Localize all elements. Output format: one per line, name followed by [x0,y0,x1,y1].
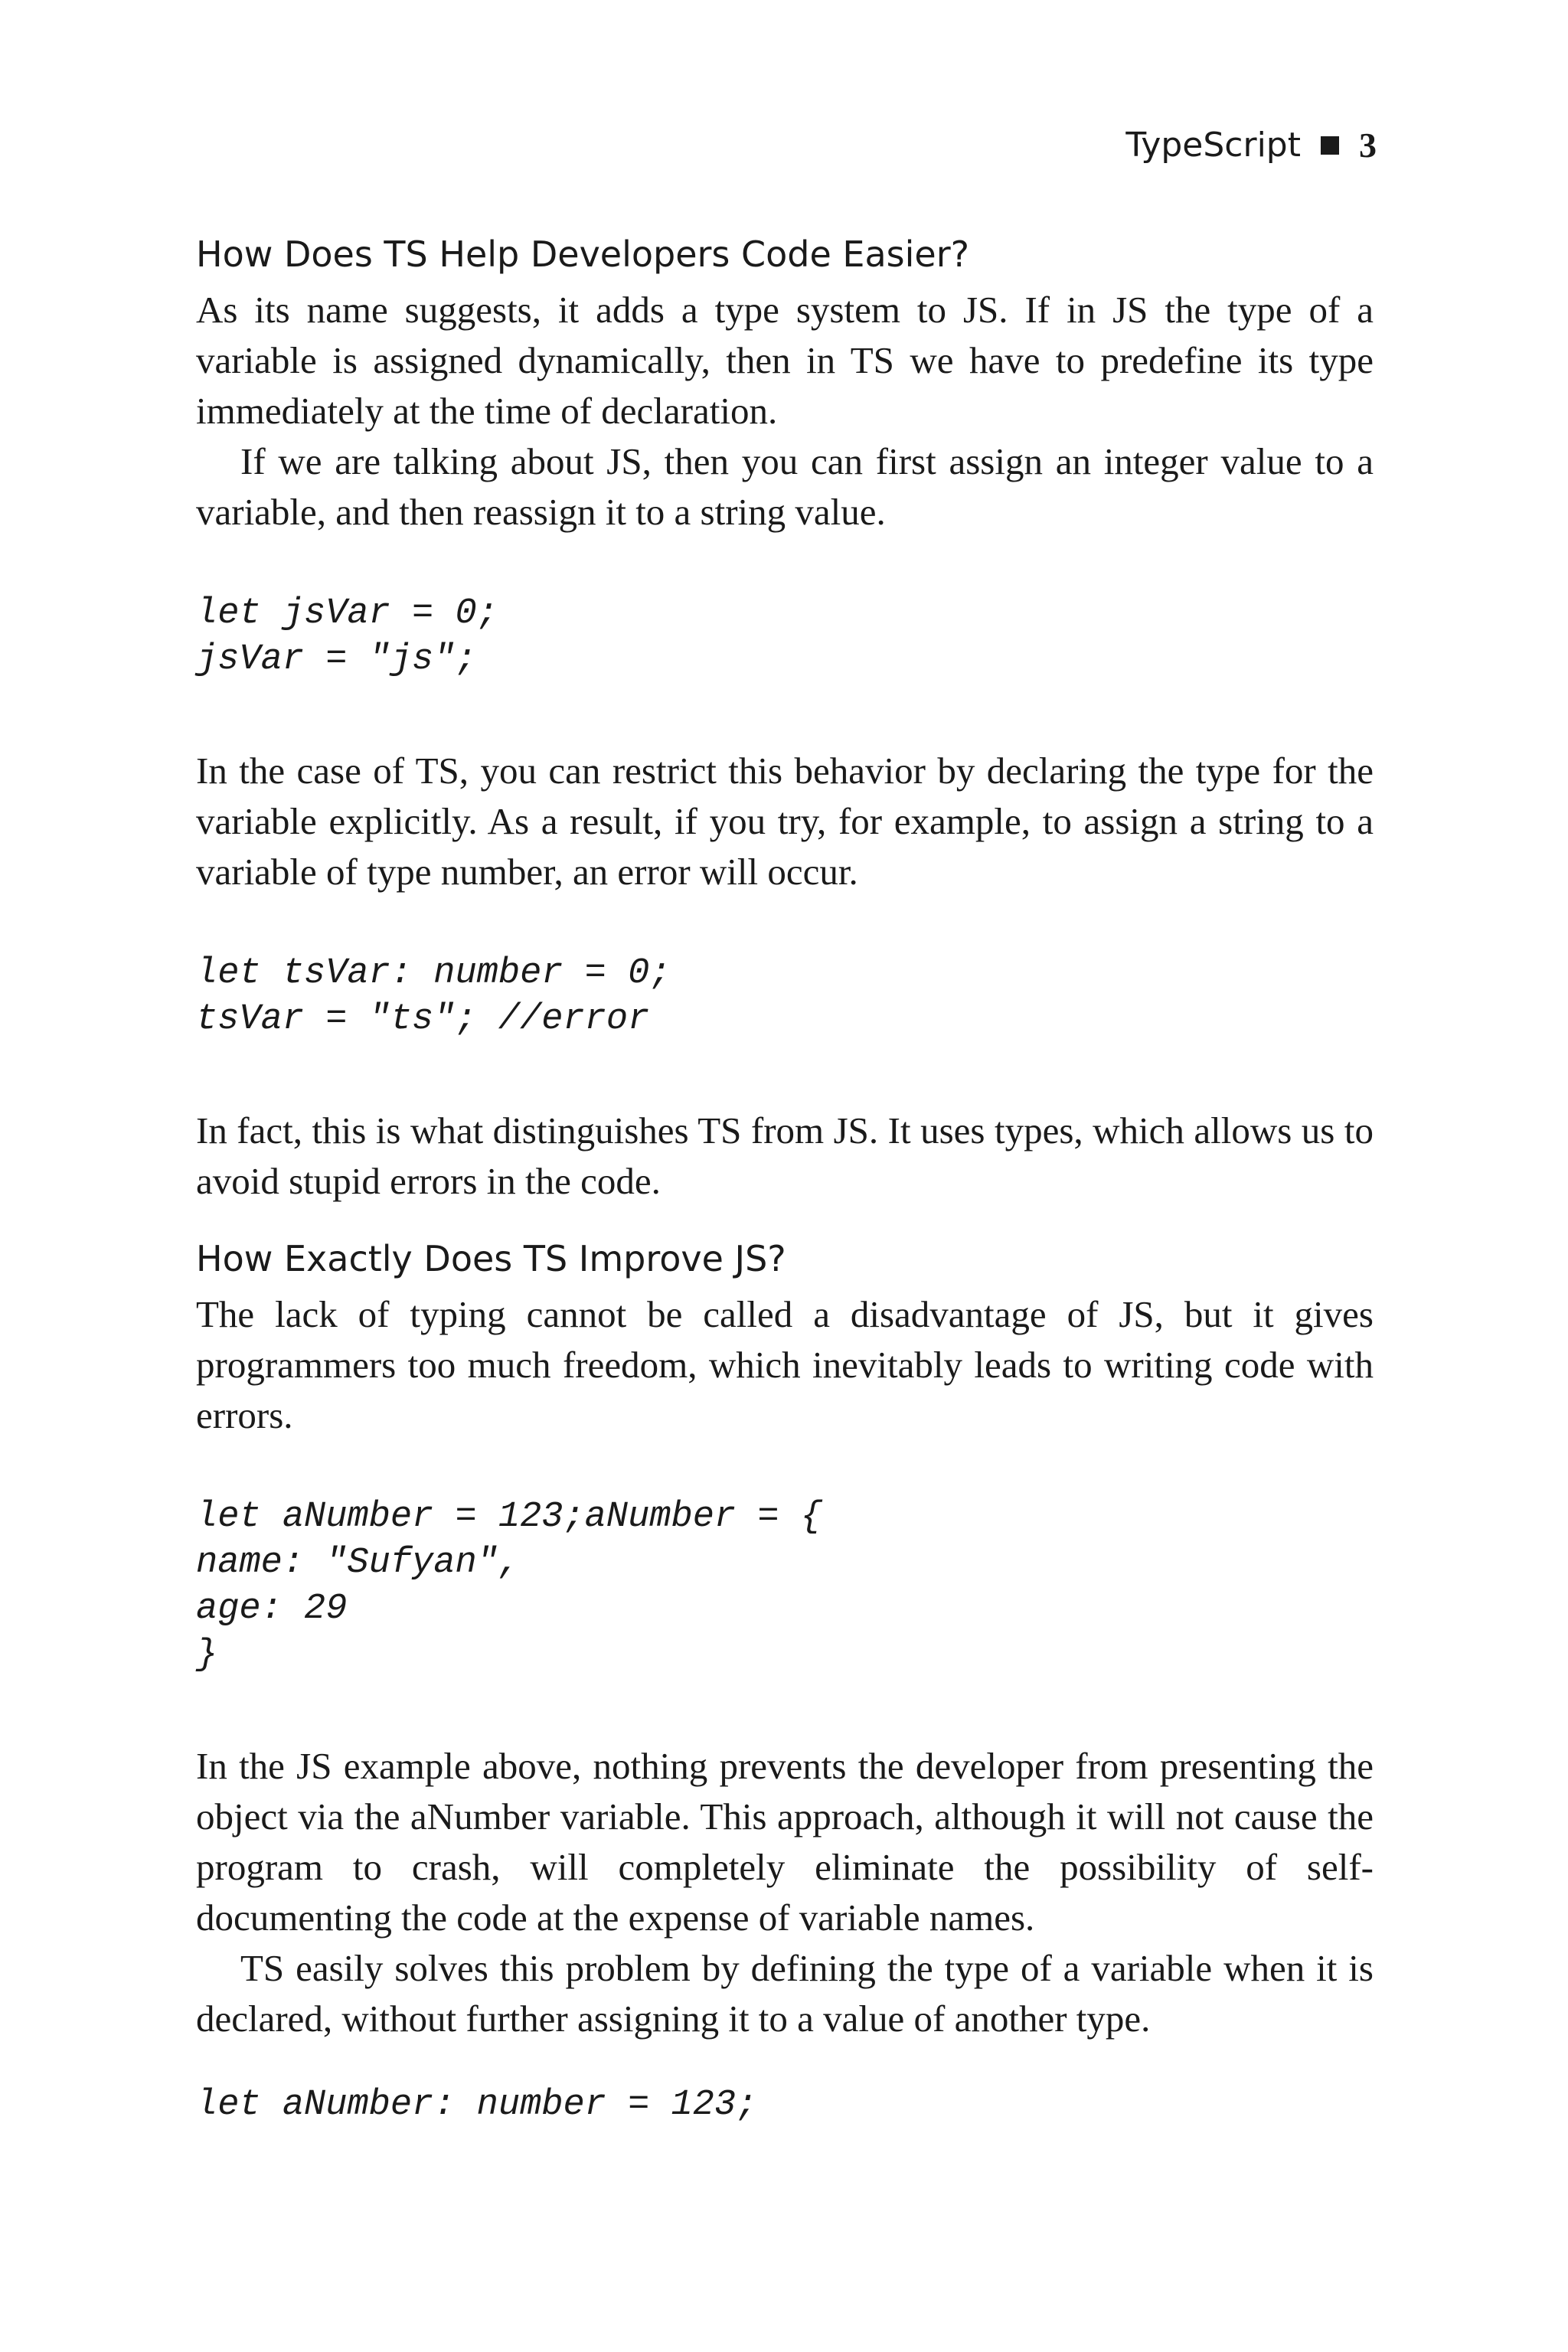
running-head-title: TypeScript [1125,126,1301,165]
page-number: 3 [1359,126,1377,165]
code-line: let aNumber = 123;aNumber = { [196,1497,822,1537]
running-head [1125,122,1377,168]
paragraph: The lack of typing cannot be called a disadvantage of JS, but it gives programmers too much freedom, which inevitably leads to writing code with errors. [196,1293,1374,1436]
code-line: let aNumber: number = 123; [196,2085,758,2125]
code-line: let jsVar = 0; [196,593,498,634]
code-line: } [196,1635,218,1675]
code-line: jsVar = "js"; [196,639,477,680]
paragraph: If we are talking about JS, then you can first assign an integer value to a variable, and then reassign it to a string value. [196,440,1374,533]
code-block [196,951,1374,1043]
paragraph: In the JS example above, nothing prevents the developer from presenting the object via the aNumber variable. This approach, although it will not cause the program to crash, will completely eliminate the possibility of self-documenting the code at the expense of variable names. [196,1745,1374,1939]
code-block [196,1494,1374,1678]
code-line: name: "Sufyan", [196,1543,521,1583]
code-block [196,2082,1374,2128]
page-body [196,230,1374,2128]
code-line: age: 29 [196,1589,348,1629]
paragraph: TS easily solves this problem by defining the type of a variable when it is declared, without further assigning it to a value of another type. [196,1947,1374,2040]
code-line: tsVar = "ts"; //error [196,999,650,1040]
code-line: let tsVar: number = 0; [196,953,671,994]
paragraph: In the case of TS, you can restrict this behavior by declaring the type for the variable explicitly. As a result, if you try, for example, to assign a string to a variable of type number, an error will occur. [196,750,1374,893]
section-heading-1: How Does TS Help Developers Code Easier? [196,234,970,275]
square-bullet-icon [1321,136,1339,155]
paragraph: As its name suggests, it adds a type system to JS. If in JS the type of a variable is assigned dynamically, then in TS we have to predefine its type immediately at the time of declaration. [196,289,1374,432]
code-block [196,591,1374,683]
paragraph: In fact, this is what distinguishes TS from JS. It uses types, which allows us to avoid stupid errors in the code. [196,1109,1374,1202]
section-heading-2: How Exactly Does TS Improve JS? [196,1238,786,1279]
